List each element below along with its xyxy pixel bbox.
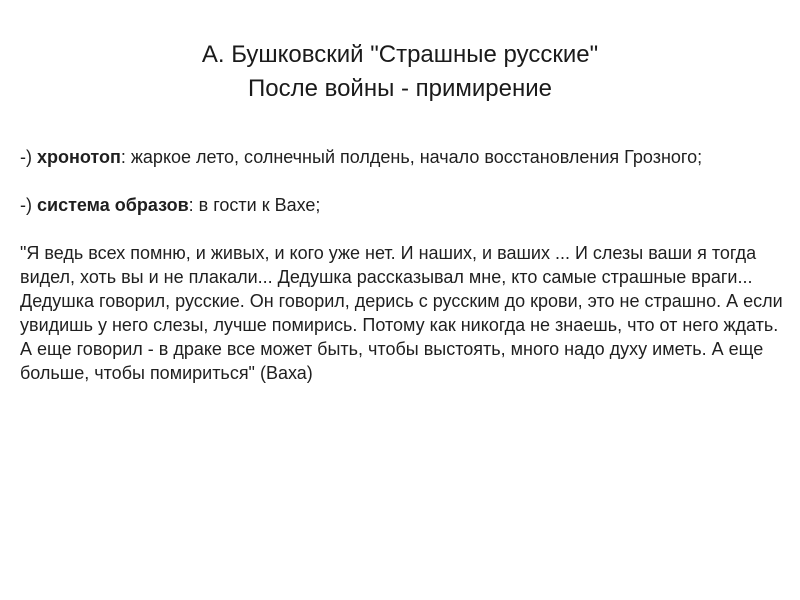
slide-title xyxy=(0,38,800,106)
item-term: система образов xyxy=(37,195,189,215)
item-term: хронотоп xyxy=(37,147,121,167)
item-text: : в гости к Вахе; xyxy=(188,195,321,215)
item-prefix: -) xyxy=(20,147,37,167)
title-line-author-work: А. Бушковский "Страшные русские" xyxy=(201,41,599,68)
list-item-image-system xyxy=(20,193,785,217)
item-prefix: -) xyxy=(20,195,37,215)
list-item-chronotope xyxy=(20,145,785,169)
title-line-subtitle: После войны - примирение xyxy=(247,75,553,102)
item-text: : жаркое лето, солнечный полдень, начало восстановления Грозного; xyxy=(120,147,703,167)
slide-body xyxy=(20,145,785,385)
quote-paragraph: "Я ведь всех помню, и живых, и кого уже нет. И наших, и ваших ... И слезы ваши я тогда видел, хоть вы и не плакали... Дедушка рассказывал мне, кто самые страшные враги... Дедушка говорил, русские. Он говорил, дерись с русским до крови, это не страшно. А если увидишь у него слезы, лучше помирись. Потому как никогда не знаешь, что от него ждать. А еще говорил - в драке все может быть, чтобы выстоять, много надо духу иметь. А еще больше, чтобы помириться" (Ваха) xyxy=(20,243,783,383)
